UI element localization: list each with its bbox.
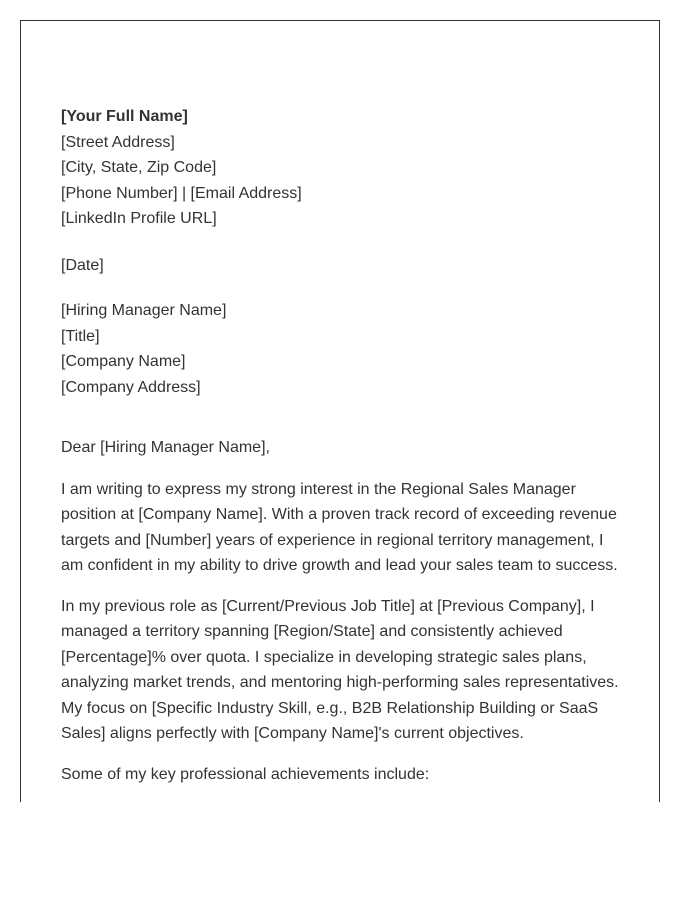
sender-linkedin: [LinkedIn Profile URL] — [61, 210, 217, 227]
letter-date: [Date] — [61, 256, 104, 274]
sender-city: [City, State, Zip Code] — [61, 159, 217, 176]
recipient-title: [Title] — [61, 327, 100, 345]
paragraph-line: position at [Company Name]. With a proven track record of exceeding revenue — [61, 506, 617, 523]
sender-contact: [Phone Number] | [Email Address] — [61, 184, 302, 202]
recipient-name: [Hiring Manager Name] — [61, 302, 227, 319]
paragraph-line: [Percentage]% over quota. I specialize in developing strategic sales plans, — [61, 648, 587, 666]
document-page — [20, 20, 660, 802]
salutation — [61, 435, 631, 461]
paragraph-experience — [61, 594, 631, 747]
sender-block — [61, 104, 631, 232]
sender-name: [Your Full Name] — [61, 108, 188, 125]
paragraph-line: Sales] aligns perfectly with [Company Name]'s current objectives. — [61, 725, 524, 742]
recipient-address: [Company Address] — [61, 378, 201, 396]
cover-letter — [61, 104, 631, 787]
paragraph-line: Some of my key professional achievements include: — [61, 765, 430, 783]
paragraph-line: I am writing to express my strong interest in the Regional Sales Manager — [61, 480, 576, 498]
recipient-company: [Company Name] — [61, 353, 186, 370]
paragraph-intro — [61, 477, 631, 579]
paragraph-achievements — [61, 762, 631, 788]
paragraph-line: am confident in my ability to drive growth and lead your sales team to success. — [61, 557, 618, 574]
paragraph-line: managed a territory spanning [Region/State] and consistently achieved — [61, 623, 563, 640]
recipient-block — [61, 298, 631, 400]
paragraph-line: My focus on [Specific Industry Skill, e.g., B2B Relationship Building or SaaS — [61, 699, 599, 717]
sender-street: [Street Address] — [61, 133, 175, 151]
paragraph-line: analyzing market trends, and mentoring high-performing sales representatives. — [61, 674, 619, 691]
date-block — [61, 253, 631, 279]
paragraph-line: targets and [Number] years of experience in regional territory management, I — [61, 531, 604, 549]
paragraph-line: In my previous role as [Current/Previous Job Title] at [Previous Company], I — [61, 597, 595, 615]
salutation-text: Dear [Hiring Manager Name], — [61, 439, 270, 456]
